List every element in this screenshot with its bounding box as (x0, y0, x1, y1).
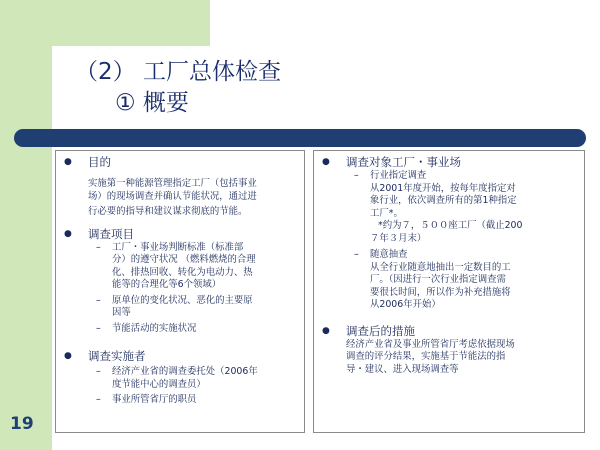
list-item-line: 事业所管省厅的职员 (112, 394, 197, 405)
list-item-line: 从2001年度开始，按每年度指定对 (370, 182, 516, 194)
list-item-line: 经济产业省的调查委托处（2006年 (112, 366, 258, 377)
implementer-section (62, 349, 298, 407)
purpose-line: 行必要的指导和建议谋求彻底的节能。 (88, 206, 248, 217)
list-item (62, 295, 298, 320)
list-item-line: 从全行业随意地抽出一定数目的工 (370, 261, 511, 273)
targets-section (320, 155, 578, 312)
purpose-line: 实施第一种能源管理指定工厂（包括事业 (88, 178, 257, 189)
purpose-line: 场）的现场调查并确认节能状况，通过进 (88, 190, 257, 202)
footnote-line: ７年３月末） (370, 232, 427, 244)
dash-icon: – (96, 322, 101, 334)
list-item-line: 行业指定调查 (370, 170, 427, 181)
list-item-line: 随意抽查 (370, 249, 408, 260)
implementer-heading: ● 调查实施者 (62, 349, 298, 364)
list-item-line: 工厂・事业场判断标准（标准部 (112, 241, 244, 253)
list-item (62, 394, 298, 407)
list-item (62, 323, 298, 336)
page-number: 19 (10, 414, 34, 434)
list-item-line: 象行业，依次调查所有的第1种指定 (370, 195, 517, 206)
purpose-section (62, 155, 298, 219)
list-item-line: 要很长时间，所以作为补充措施将 (370, 286, 511, 298)
green-side-band (0, 0, 52, 450)
purpose-heading: ● 目的 (62, 155, 298, 170)
list-item-line: 厂。（因进行一次行业指定调查需 (370, 274, 506, 285)
list-item-line: 工厂*。 (370, 207, 403, 219)
list-item-line: 从2006年开始） (370, 299, 441, 310)
dash-icon: – (354, 170, 359, 181)
dash-icon: – (96, 294, 101, 306)
list-item-line: 节能活动的实施状况 (112, 322, 197, 334)
slide-subtitle: ① 概要 (115, 90, 189, 116)
list-item-line: 能等的合理化等6个领域） (112, 279, 222, 290)
list-item (62, 242, 298, 292)
green-top-band (0, 0, 210, 46)
targets-heading: ● 调查对象工厂・事业场 (320, 155, 578, 170)
list-item-line: 原单位的变化状况、恶化的主要原 (112, 294, 253, 306)
list-item (62, 366, 298, 391)
list-item-line: 化、排热回收、转化为电动力、热 (112, 266, 253, 278)
slide-title: （2） 工厂总体检查 (75, 59, 281, 85)
list-item (320, 170, 578, 245)
dash-icon: – (354, 249, 359, 260)
list-item-line: 分）的遵守状况 （燃料燃烧的合理 (112, 254, 256, 265)
dash-icon: – (96, 241, 101, 253)
right-panel (313, 150, 585, 433)
list-item-line: 因等 (112, 307, 131, 318)
list-item (320, 249, 578, 312)
list-item-line: 度节能中心的调查员） (112, 378, 206, 390)
footnote-line: *约为７，５００座工厂（截止200 (378, 220, 523, 231)
measures-line: 经济产业省及事业所管省厅考虑依据现场 (346, 338, 515, 350)
measures-line: 导・建议、进入现场调查等 (346, 363, 459, 375)
measures-section (320, 324, 578, 377)
dash-icon: – (96, 394, 101, 405)
items-heading: ● 调查项目 (62, 227, 298, 242)
items-section (62, 227, 298, 336)
measures-heading: ● 调查后的措施 (320, 324, 578, 339)
measures-line: 调查的评分结果，实施基于节能法的指 (346, 351, 506, 362)
left-panel (55, 150, 305, 433)
dash-icon: – (96, 366, 101, 377)
title-divider-bar (14, 129, 586, 147)
